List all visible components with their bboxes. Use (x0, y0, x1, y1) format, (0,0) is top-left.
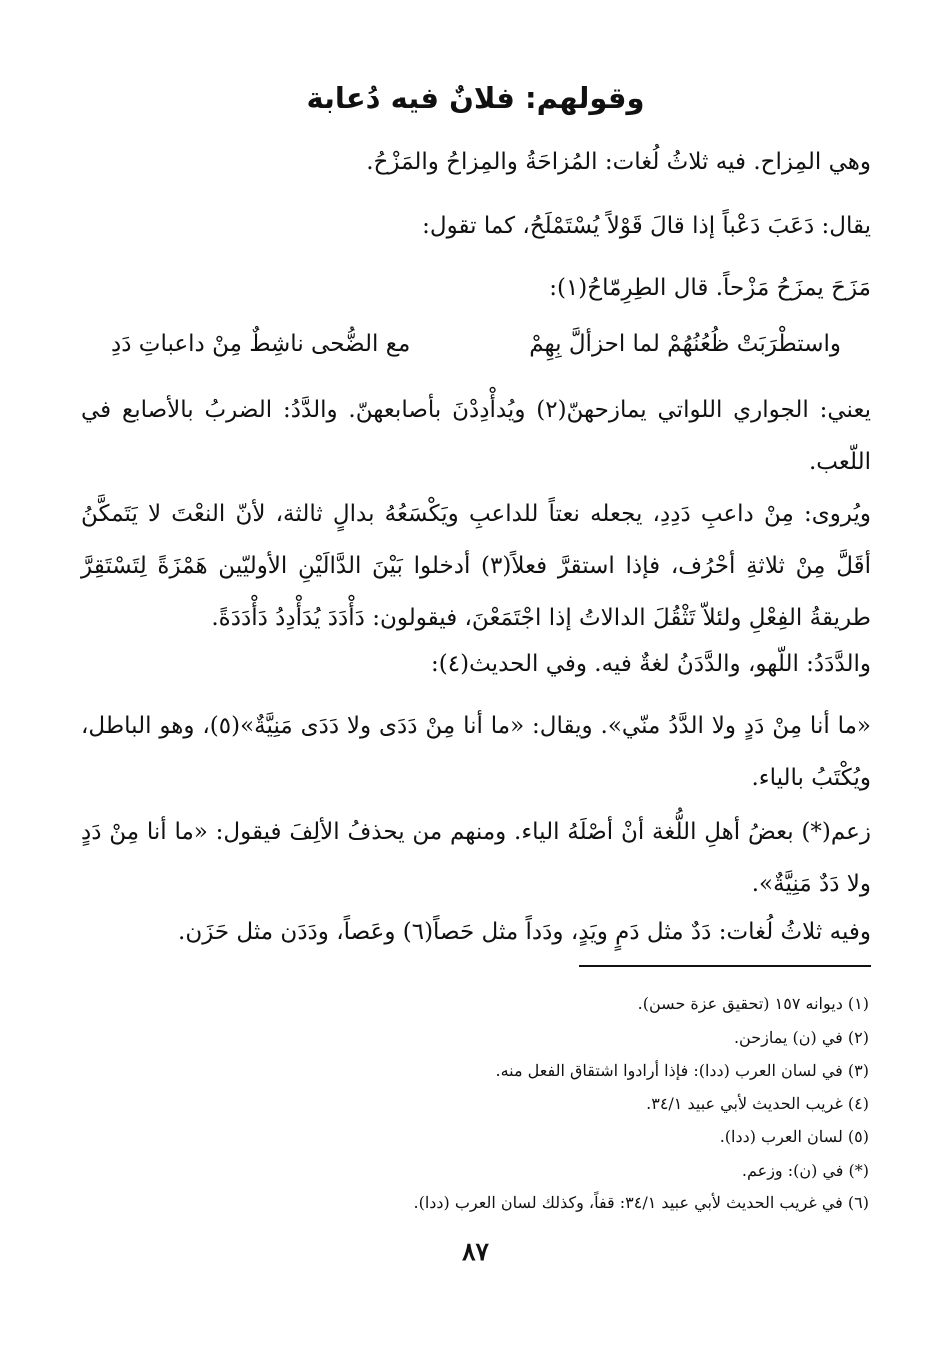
footnote-separator (579, 965, 871, 967)
footnote-1: (١) ديوانه ١٥٧ (تحقيق عزة حسن). (637, 994, 869, 1013)
section-heading: وقولهم: فلانٌ فيه دُعابة (306, 81, 645, 115)
paragraph-4: يعني: الجواري اللواتي يمازحهنّ(٢) ويُدأْدِدْنَ بأصابعهنّ. والدَّدُ: الضربُ بالأصابع في اللّعب. (81, 397, 871, 475)
paragraph-3: مَزَحَ يمزَحُ مَزْحاً. قال الطِرِمّاحُ(١): (549, 275, 871, 301)
paragraph-5: ويُروى: مِنْ داعبِ دَدِدِ، يجعله نعتاً للداعبِ ويَكْسَعُهُ بدالٍ ثالثة، لأنّ النعْتَ لا يَتَمكَّنُ أقَلَّ مِنْ ثلاثةِ أحْرُف، فإذا استقرَّ فعلاً(٣) أدخلوا بَيْنَ الدَّالَيْنِ الأوليّين هَمْزَةً لِتَسْتَقِرَّ طريقةُ الفِعْلِ ولئلاّ تَثْقُلَ الدالاتُ إذا اجْتَمَعْنَ، فيقولون: دَأْدَدَ يُدَأْدِدُ دَأْدَدَةً. (81, 501, 871, 631)
paragraph-8: زعم(*) بعضُ أهلِ اللُّغة أنْ أصْلَهُ الياء. ومنهم من يحذفُ الألِفَ فيقول: «ما أنا مِنْ دَدٍ ولا دَدٌ مَنِيَّةٌ». (81, 819, 871, 897)
poetry-verse (111, 322, 841, 366)
paragraph-7: «ما أنا مِنْ دَدٍ ولا الدَّدُ منّي». ويقال: «ما أنا مِنْ دَدَى ولا دَدَى مَنِيَّةٌ»(٥)، وهو الباطل، ويُكْتَبُ بالياء. (81, 713, 872, 791)
footnote-6: (٦) في غريب الحديث لأبي عبيد ٣٤/١: قفاً، وكذلك لسان العرب (ددا). (413, 1193, 869, 1212)
footnote-4: (٤) غريب الحديث لأبي عبيد ٣٤/١. (646, 1094, 869, 1113)
verse-first-hemistich: واستطْرَبَتْ ظُعُنُهُمْ لما احزألَّ بِهِمْ (529, 331, 841, 357)
page-number: ٨٧ (462, 1237, 489, 1266)
paragraph-2: يقال: دَعَبَ دَعْباً إذا قالَ قَوْلاً يُسْتَمْلَحُ، كما تقول: (422, 213, 871, 239)
paragraph-6: والدَّدَدُ: اللّهو، والدَّدَنُ لغةٌ فيه. وفي الحديث(٤): (431, 651, 871, 677)
verse-second-hemistich: مع الضُّحى ناشِطٌ مِنْ داعباتِ دَدِ (111, 331, 411, 357)
footnote-star: (*) في (ن): وزعم. (741, 1161, 869, 1180)
footnote-3: (٣) في لسان العرب (ددا): فإذا أرادوا اشتقاق الفعل منه. (495, 1061, 869, 1080)
footnote-5: (٥) لسان العرب (ددا). (719, 1127, 869, 1146)
paragraph-1: وهي المِزاح. فيه ثلاثُ لُغات: المُزاحَةُ والمِزاحُ والمَزْحُ. (366, 149, 871, 175)
footnote-2: (٢) في (ن) يمازحن. (733, 1028, 869, 1047)
paragraph-9: وفيه ثلاثُ لُغات: دَدٌ مثل دَمٍ ويَدٍ، ودَداً مثل حَصاً(٦) وعَصاً، ودَدَن مثل حَزَن. (178, 919, 871, 945)
